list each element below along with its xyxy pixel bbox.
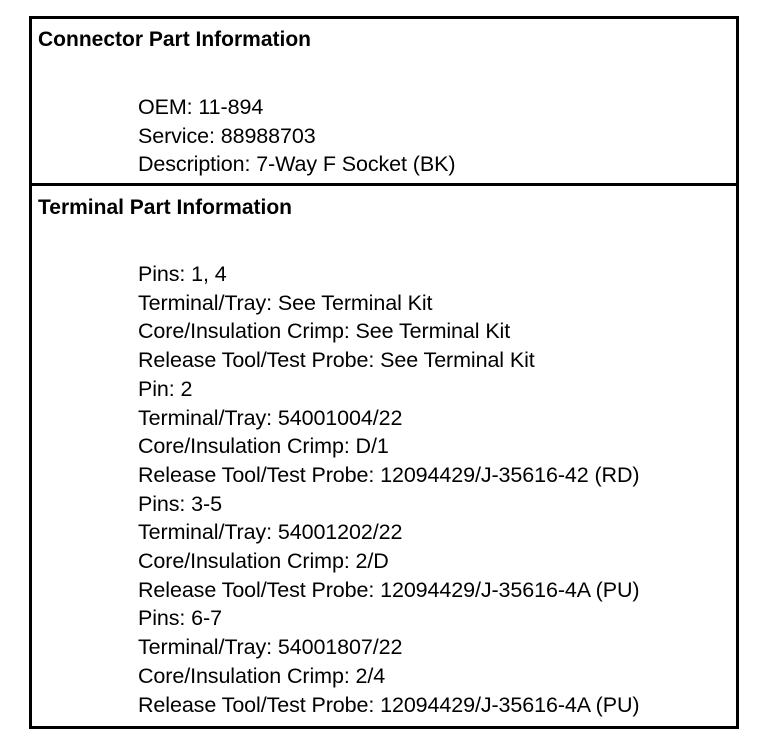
terminal-release-tool-line: Release Tool/Test Probe: 12094429/J-35616-4A (PU) (138, 692, 640, 717)
terminal-tray-line: Terminal/Tray: 54001202/22 (138, 520, 403, 545)
terminal-pins-line: Pins: 3-5 (138, 491, 222, 516)
terminal-part-section (32, 186, 736, 726)
terminal-pins-line: Pins: 6-7 (138, 606, 222, 631)
terminal-tray-line: Terminal/Tray: 54001807/22 (138, 635, 403, 660)
connector-oem-line: OEM: 11-894 (138, 95, 264, 119)
connector-service-line: Service: 88988703 (138, 123, 316, 148)
terminal-crimp-line: Core/Insulation Crimp: D/1 (138, 434, 389, 459)
connector-description-line: Description: 7-Way F Socket (BK) (138, 152, 456, 177)
terminal-tray-line: Terminal/Tray: See Terminal Kit (138, 290, 433, 315)
terminal-release-tool-line: Release Tool/Test Probe: 12094429/J-35616-4A (PU) (138, 577, 640, 602)
terminal-pins-line: Pin: 2 (138, 376, 193, 401)
terminal-part-heading: Terminal Part Information (38, 196, 292, 219)
terminal-release-tool-line: Release Tool/Test Probe: 12094429/J-35616-42 (RD) (138, 462, 640, 487)
terminal-part-details (138, 260, 639, 719)
terminal-release-tool-line: Release Tool/Test Probe: See Terminal Kit (138, 348, 535, 373)
connector-info-table (29, 16, 739, 729)
terminal-crimp-line: Core/Insulation Crimp: 2/4 (138, 663, 386, 688)
terminal-pins-line: Pins: 1, 4 (138, 262, 227, 286)
terminal-crimp-line: Core/Insulation Crimp: See Terminal Kit (138, 319, 511, 344)
connector-part-details (138, 93, 455, 179)
connector-part-heading: Connector Part Information (38, 28, 312, 51)
terminal-crimp-line: Core/Insulation Crimp: 2/D (138, 549, 389, 574)
terminal-tray-line: Terminal/Tray: 54001004/22 (138, 405, 403, 430)
connector-part-section (32, 19, 736, 183)
